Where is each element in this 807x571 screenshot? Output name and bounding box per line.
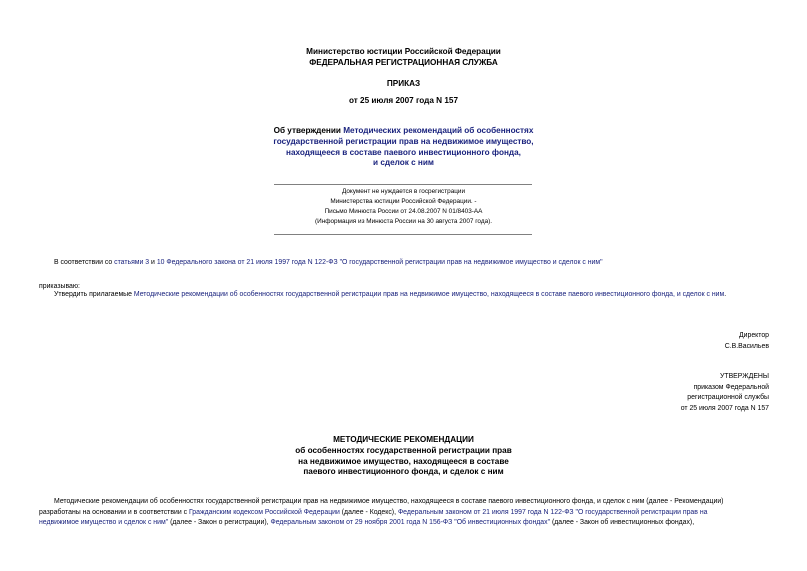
note-line: Документ не нуждается в госрегистрации bbox=[341, 188, 466, 195]
signature-position: Директор bbox=[738, 332, 769, 339]
signature-block bbox=[725, 331, 769, 352]
civil-code-link[interactable]: Гражданским кодексом Российской Федерации bbox=[188, 508, 340, 516]
signature-name: С.В.Васильев bbox=[724, 342, 769, 350]
law-122-link[interactable]: 10 Федерального закона от 21 июля 1997 года N 122-ФЗ "О государственной регистрации прав на недвижимое имущество и сделок с ним" bbox=[156, 259, 603, 266]
law-122-fz-link[interactable]: Федеральным законом от 21 июля 1997 года N 122-ФЗ "О государственной регистрации прав на bbox=[397, 508, 708, 516]
title-link-line4[interactable]: и сделок с ним bbox=[373, 158, 434, 168]
title-link-line3[interactable]: находящееся в составе паевого инвестиционного фонда, bbox=[286, 147, 521, 157]
approved-block bbox=[681, 372, 769, 415]
order-word: приказываю: bbox=[39, 283, 80, 290]
basis-paragraph: В соответствии со статьями 3 и 10 Федерального закона от 21 июля 1997 года N 122-ФЗ "О государственной регистрации прав на недвижимое имущество и сделок с ним" bbox=[54, 259, 603, 266]
document-header bbox=[0, 47, 807, 69]
recommendations-title: МЕТОДИЧЕСКИЕ РЕКОМЕНДАЦИИ об особенностях государственной регистрации прав на недвижимое имущество, находящееся в составе паевого инвестиционного фонда, и сделок с ним bbox=[0, 435, 807, 478]
article-3-link[interactable]: статьями 3 bbox=[114, 259, 150, 266]
body-line-3: недвижимое имущество и сделок с ним" (далее - Закон о регистрации), Федеральным законом от 29 ноября 2001 года N 156-ФЗ "Об инвестиционных фондах" (далее - Закон об инвестиционных фондах), bbox=[39, 519, 695, 527]
registration-note bbox=[0, 187, 807, 227]
note-top-rule bbox=[274, 184, 532, 185]
body-paragraph bbox=[39, 497, 768, 529]
law-156-fz-link[interactable]: Федеральным законом от 29 ноября 2001 года N 156-ФЗ "Об инвестиционных фондах" bbox=[270, 519, 551, 527]
law-122-fz-link-cont[interactable]: недвижимое имущество и сделок с ним" bbox=[39, 519, 169, 527]
body-line-2: разработаны на основании и в соответствии с Гражданским кодексом Российской Федерации (далее - Кодекс), Федеральным законом от 21 июля 1997 года N 122-ФЗ "О государственной регистрации прав на bbox=[39, 508, 708, 516]
doc-date: от 25 июля 2007 года N 157 bbox=[348, 96, 459, 105]
note-line: Письмо Минюста России от 24.08.2007 N 01/8403-АА bbox=[324, 207, 483, 215]
document-title bbox=[0, 126, 807, 169]
title-link[interactable]: Методических рекомендаций об особенностях bbox=[343, 126, 534, 135]
approved-line: УТВЕРЖДЕНЫ bbox=[720, 373, 769, 380]
approve-paragraph: Утвердить прилагаемые Методические рекомендации об особенностях государственной регистрации прав на недвижимое имущество, находящееся в составе паевого инвестиционного фонда, и сделок с ним. bbox=[54, 291, 727, 298]
title-prefix: Об утверждении bbox=[273, 126, 344, 135]
recommendations-link[interactable]: Методические рекомендации об особенностях государственной регистрации прав на недвижимое имущество, находящееся в составе паевого инвестиционного фонда, и сделок с ним bbox=[133, 291, 725, 298]
approved-line: регистрационной службы bbox=[687, 394, 769, 402]
approved-line: приказом Федеральной bbox=[693, 383, 769, 391]
note-line: Министерства юстиции Российской Федерации. - bbox=[330, 197, 477, 205]
recommendations-heading: МЕТОДИЧЕСКИЕ РЕКОМЕНДАЦИИ bbox=[333, 435, 474, 444]
ministry-name: Министерство юстиции Российской Федерации bbox=[306, 47, 501, 56]
body-line-1: Методические рекомендации об особенностях государственной регистрации прав на недвижимое имущество, находящееся в составе паевого инвестиционного фонда, и сделок с ним (далее - Рекомендации) bbox=[54, 498, 724, 505]
note-line: (Информация из Минюста России на 30 августа 2007 года). bbox=[314, 217, 493, 225]
note-bottom-rule bbox=[274, 234, 532, 235]
service-name: ФЕДЕРАЛЬНАЯ РЕГИСТРАЦИОННАЯ СЛУЖБА bbox=[309, 57, 498, 67]
doc-type: ПРИКАЗ bbox=[386, 79, 421, 88]
title-link-line2[interactable]: государственной регистрации прав на недвижимое имущество, bbox=[273, 136, 534, 146]
approved-line: от 25 июля 2007 года N 157 bbox=[680, 405, 769, 413]
